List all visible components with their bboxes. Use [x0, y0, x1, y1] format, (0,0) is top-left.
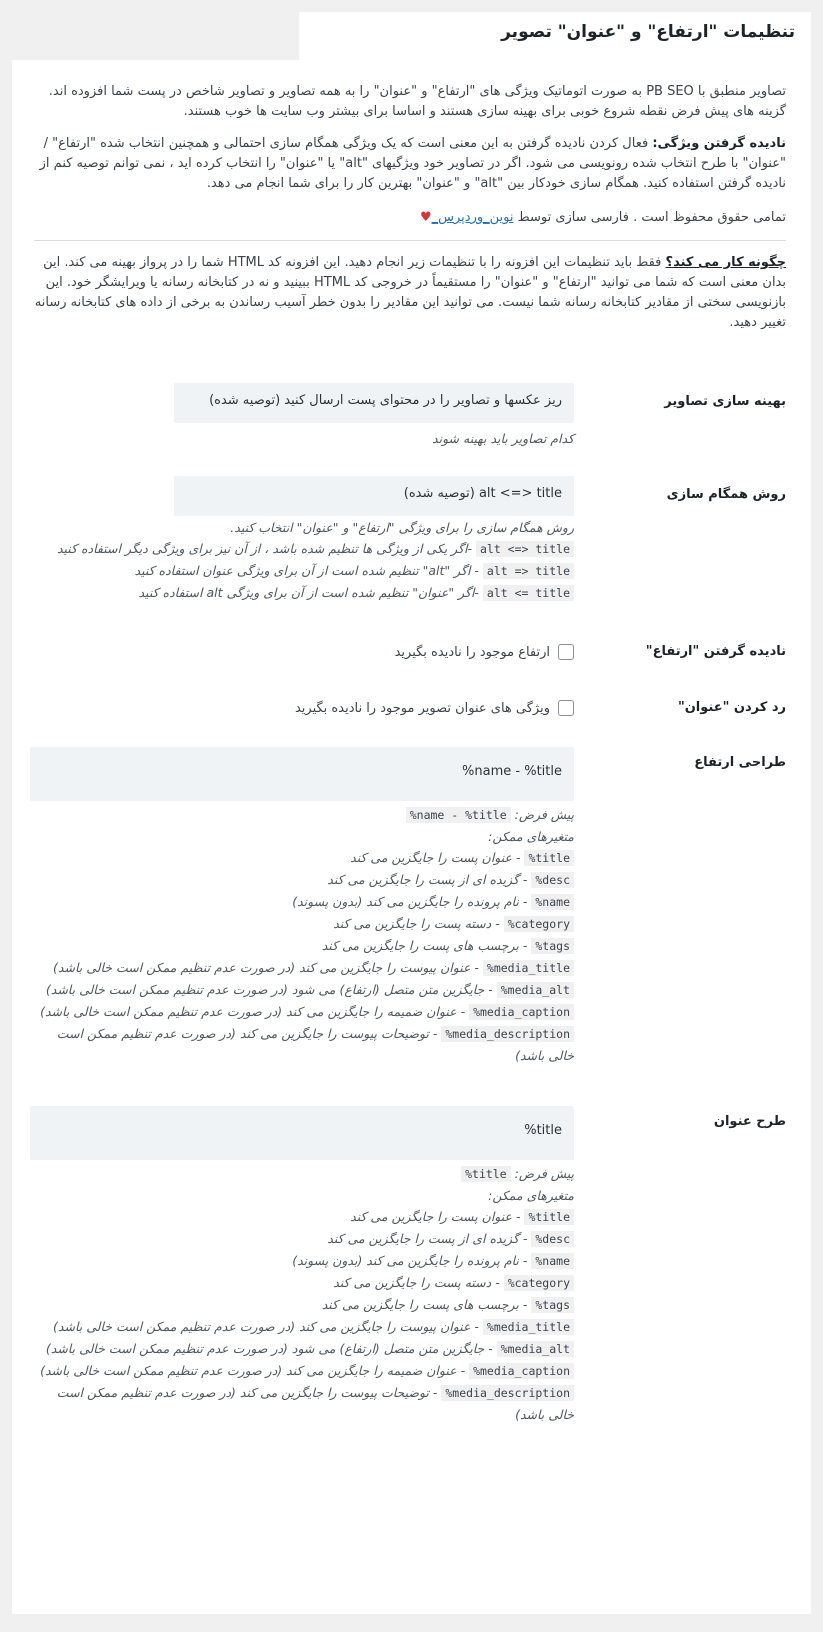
- how-it-works-text: فقط باید تنظیمات این افزونه را با تنظیمات زیر انجام دهید. این افزونه کد HTML شما را در پرواز بهینه می کند. این بدان معنی است که شما می توانید "ارتفاع" و "عنوان" را مستقیماً در خروجی کد HTML ببینید و نه در کتابخانه رسانه یا ویرایشگر خود. این بازنویسی سختی از مقادیر کتابخانه رسانه شما نیست. می توانید این مقادیر را بدون خطر آسیب رساندن به برخی از داده های کتابخانه رسانه تغییر دهید.: [34, 255, 786, 330]
- title-variable-text: - جایگزین متن متصل (ارتفاع) می شود (در صورت عدم تنظیم ممکن است خالی باشد): [45, 1341, 497, 1356]
- title-variable-code: %media_title: [483, 1319, 574, 1335]
- title-variable-text: - گزیده ای از پست را جایگزین می کند: [327, 1231, 532, 1246]
- optimize-images-label: بهینه سازی تصاویر: [664, 394, 786, 409]
- copyright-text: تمامی حقوق محفوظ است . فارسی سازی توسط: [513, 210, 786, 225]
- override-note-text: فعال کردن نادیده گرفتن به این معنی است که یک ویژگی همگام سازی احتمالی و همچنین انتخاب شده "ارتفاع" / "عنوان" با طرح انتخاب شده رونویسی می شود. اگر در تصاویر خود ویژگیهای "alt" یا "عنوان" را انتخاب کرده اید ، نمی توانم توصیه کنم از نادیده گرفتن استفاده کنید. همگام سازی خودکار بین "alt" و "عنوان" بهترین کار را برای شما انجام می دهد.: [39, 136, 786, 191]
- title-default-code: %title: [461, 1166, 511, 1182]
- alt-variable-item: [30, 957, 574, 979]
- sync-option-text: - اگر "alt" تنظیم شده است از آن برای ویژگی عنوان استفاده کنید: [134, 563, 483, 578]
- divider: [34, 240, 786, 241]
- alt-variable-code: %media_title: [483, 960, 574, 976]
- title-variable-item: [30, 1250, 574, 1272]
- heart-icon: ♥: [419, 210, 432, 225]
- alt-variable-code: %title: [524, 850, 574, 866]
- alt-scheme-label: طراحی ارتفاع: [694, 755, 786, 770]
- title-variable-code: %category: [504, 1275, 574, 1291]
- title-variable-item: [30, 1360, 574, 1382]
- sync-option-code: alt <=> title: [476, 541, 574, 557]
- alt-variable-code: %name: [531, 894, 574, 910]
- title-variable-code: %media_description: [441, 1385, 574, 1401]
- title-variable-item: [30, 1316, 574, 1338]
- alt-variable-text: - عنوان پست را جایگزین می کند: [350, 850, 525, 865]
- alt-variable-item: [30, 891, 574, 913]
- title-variable-item: [30, 1294, 574, 1316]
- translator-link[interactable]: نوین_وردپرس_: [431, 210, 514, 225]
- override-alt-label: نادیده گرفتن "ارتفاع": [645, 644, 786, 659]
- override-title-checkbox-label: ویژگی های عنوان تصویر موجود را نادیده بگیرید: [294, 700, 550, 716]
- title-scheme-label: طرح عنوان: [713, 1114, 786, 1129]
- settings-card: [12, 60, 811, 1614]
- alt-variable-item: [30, 935, 574, 957]
- title-variable-code: %name: [531, 1253, 574, 1269]
- title-scheme-input[interactable]: title%: [30, 1106, 574, 1160]
- title-variable-text: - توضیحات پیوست را جایگزین می کند (در صورت عدم تنظیم ممکن است خالی باشد): [56, 1385, 574, 1422]
- alt-variable-code: %desc: [531, 872, 574, 888]
- override-title-row: [34, 700, 786, 716]
- override-alt-checkbox-label: ارتفاع موجود را نادیده بگیرید: [394, 644, 550, 660]
- sync-option-text: -اگر "عنوان" تنظیم شده است از آن برای ویژگی alt استفاده کنید: [138, 585, 483, 600]
- alt-variable-text: - دسته پست را جایگزین می کند: [333, 916, 504, 931]
- override-title-control[interactable]: [34, 700, 574, 716]
- alt-scheme-input[interactable]: name - %title%: [30, 747, 574, 801]
- alt-variable-item: [30, 847, 574, 869]
- alt-variable-text: - توضیحات پیوست را جایگزین می کند (در صورت عدم تنظیم ممکن است خالی باشد): [56, 1026, 574, 1063]
- alt-variable-item: [30, 1001, 574, 1023]
- sync-method-description: روش همگام سازی را برای ویژگی "ارتفاع" و "عنوان" انتخاب کنید. alt <=> title -اگر یکی از ویژگی ها تنظیم شده باشد ، از آن نیز برای ویژگی دیگر استفاده کنید alt => title - اگر "alt" تنظیم شده است از آن برای ویژگی عنوان استفاده کنید alt <= title -اگر "عنوان" تنظیم شده است از آن برای ویژگی alt استفاده کنید: [34, 517, 574, 604]
- alt-variable-text: - جایگزین متن متصل (ارتفاع) می شود (در صورت عدم تنظیم ممکن است خالی باشد): [45, 982, 497, 997]
- sync-method-label: روش همگام سازی: [666, 487, 786, 502]
- sync-option-item: [34, 582, 574, 604]
- alt-variable-item: [30, 1023, 574, 1066]
- how-it-works-title: چگونه کار می کند؟: [665, 255, 786, 270]
- alt-variable-item: [30, 979, 574, 1001]
- title-variable-text: - عنوان پیوست را جایگزین می کند (در صورت عدم تنظیم ممکن است خالی باشد): [53, 1319, 483, 1334]
- title-variable-code: %media_alt: [497, 1341, 574, 1357]
- sync-method-select[interactable]: alt <=> title (توصیه شده): [174, 476, 574, 516]
- override-title-label: رد کردن "عنوان": [677, 700, 786, 715]
- title-variable-item: [30, 1228, 574, 1250]
- alt-variable-text: - عنوان پیوست را جایگزین می کند (در صورت عدم تنظیم ممکن است خالی باشد): [53, 960, 483, 975]
- alt-variable-code: %category: [504, 916, 574, 932]
- title-variable-text: - عنوان ضمیمه را جایگزین می کند (در صورت عدم تنظیم ممکن است خالی باشد): [40, 1363, 470, 1378]
- sync-option-text: -اگر یکی از ویژگی ها تنظیم شده باشد ، از آن نیز برای ویژگی دیگر استفاده کنید: [56, 541, 476, 556]
- page-title: تنظیمات "ارتفاع" و "عنوان" تصویر: [299, 12, 811, 60]
- override-alt-row: [34, 644, 786, 660]
- alt-variable-code: %media_alt: [497, 982, 574, 998]
- alt-scheme-row: [34, 747, 786, 1066]
- alt-variable-text: - عنوان ضمیمه را جایگزین می کند (در صورت عدم تنظیم ممکن است خالی باشد): [40, 1004, 470, 1019]
- intro-section: [34, 82, 786, 228]
- override-alt-checkbox[interactable]: [558, 644, 574, 660]
- alt-variable-text: - برچسب های پست را جایگزین می کند: [321, 938, 532, 953]
- sync-option-code: alt <= title: [483, 585, 574, 601]
- title-variable-code: %desc: [531, 1231, 574, 1247]
- title-variable-item: [30, 1338, 574, 1360]
- title-variable-code: %tags: [531, 1297, 574, 1313]
- alt-scheme-description: پیش فرض: %name - %title متغیرهای ممکن: %title - عنوان پست را جایگزین می کند %desc - گزیده ای از پست را جایگزین می کند %name - نام پرونده را جایگزین می کند (بدون پسوند) %category - دسته پست را جایگزین می کند %tags - برچسب های پست را جایگزین می کند %media_title - عنوان پیوست را جایگزین می کند (در صورت عدم تنظیم ممکن است خالی باشد) %media_alt - جایگزین متن متصل (ارتفاع) می شود (در صورت عدم تنظیم ممکن است خالی باشد) %media_caption - عنوان ضمیمه را جایگزین می کند (در صورت عدم تنظیم ممکن است خالی باشد) %media_description - توضیحات پیوست را جایگزین می کند (در صورت عدم تنظیم ممکن است خالی باشد): [30, 804, 574, 1066]
- sync-method-row: [34, 476, 786, 604]
- optimize-images-row: [34, 383, 786, 449]
- copyright-line: [34, 208, 786, 228]
- how-it-works-paragraph: [34, 253, 786, 333]
- sync-option-code: alt => title: [483, 563, 574, 579]
- title-variable-text: - عنوان پست را جایگزین می کند: [350, 1209, 525, 1224]
- alt-variable-code: %tags: [531, 938, 574, 954]
- alt-default-code: %name - %title: [406, 807, 511, 823]
- title-variable-item: [30, 1382, 574, 1425]
- sync-option-item: [34, 560, 574, 582]
- title-variable-text: - دسته پست را جایگزین می کند: [333, 1275, 504, 1290]
- alt-variable-text: - نام پرونده را جایگزین می کند (بدون پسوند): [292, 894, 532, 909]
- alt-variable-code: %media_caption: [469, 1004, 574, 1020]
- optimize-images-select[interactable]: ریز عکسها و تصاویر را در محتوای پست ارسال کنید (توصیه شده): [174, 383, 574, 423]
- title-variable-code: %title: [524, 1209, 574, 1225]
- how-it-works-section: [34, 253, 786, 333]
- alt-variable-item: [30, 869, 574, 891]
- title-scheme-description: پیش فرض: %title متغیرهای ممکن: %title - عنوان پست را جایگزین می کند %desc - گزیده ای از پست را جایگزین می کند %name - نام پرونده را جایگزین می کند (بدون پسوند) %category - دسته پست را جایگزین می کند %tags - برچسب های پست را جایگزین می کند %media_title - عنوان پیوست را جایگزین می کند (در صورت عدم تنظیم ممکن است خالی باشد) %media_alt - جایگزین متن متصل (ارتفاع) می شود (در صورت عدم تنظیم ممکن است خالی باشد) %media_caption - عنوان ضمیمه را جایگزین می کند (در صورت عدم تنظیم ممکن است خالی باشد) %media_description - توضیحات پیوست را جایگزین می کند (در صورت عدم تنظیم ممکن است خالی باشد): [30, 1163, 574, 1425]
- title-variable-item: [30, 1206, 574, 1228]
- optimize-images-description: کدام تصاویر باید بهینه شوند: [432, 431, 574, 446]
- title-scheme-row: [34, 1106, 786, 1425]
- override-note-title: نادیده گرفتن ویژگی:: [652, 136, 786, 151]
- alt-variable-item: [30, 913, 574, 935]
- override-alt-control[interactable]: [34, 644, 574, 660]
- title-variable-text: - برچسب های پست را جایگزین می کند: [321, 1297, 532, 1312]
- override-title-checkbox[interactable]: [558, 700, 574, 716]
- alt-variable-text: - گزیده ای از پست را جایگزین می کند: [327, 872, 532, 887]
- title-variable-text: - نام پرونده را جایگزین می کند (بدون پسوند): [292, 1253, 532, 1268]
- sync-option-item: [34, 538, 574, 560]
- title-variable-item: [30, 1272, 574, 1294]
- alt-variable-code: %media_description: [441, 1026, 574, 1042]
- intro-paragraph: تصاویر منطبق با PB SEO به صورت اتوماتیک ویژگی های "ارتفاع" و "عنوان" را به همه تصاویر و تصاویر شاخص در پست شما افزوده اند. گزینه های پیش فرض نقطه شروع خوبی برای بهینه سازی هستند و اساسا برای بیشتر وب سایت ها خوب هستند.: [48, 84, 786, 119]
- override-note: [34, 134, 786, 194]
- title-variable-code: %media_caption: [469, 1363, 574, 1379]
